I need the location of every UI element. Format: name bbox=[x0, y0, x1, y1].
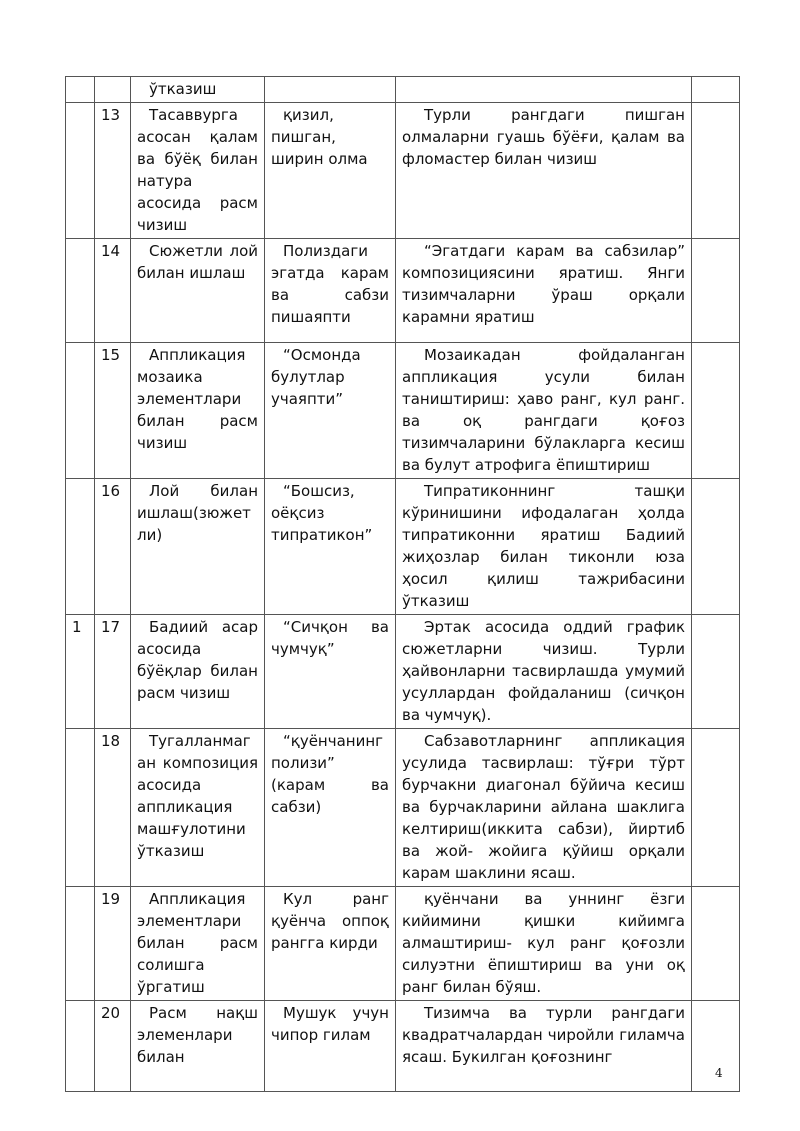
cell-number: 18 bbox=[95, 729, 131, 887]
cell-material: Мушук учун чипор гилам bbox=[265, 1001, 396, 1092]
cell-index: 1 bbox=[66, 615, 95, 729]
cell-description: Тизимча ва турли рангдаги квадратчалардан чиройли гиламча ясаш. Букилган қоғознинг bbox=[396, 1001, 692, 1092]
cell-description: қуёнчани ва уннинг ёзги кийимини қишки кийимга алмаштириш- кул ранг қоғозли силуэтни ёпиштириш ва уни оқ ранг билан бўяш. bbox=[396, 887, 692, 1001]
cell-material: Кул ранг қуёнча оппоқ рангга кирди bbox=[265, 887, 396, 1001]
cell-description: “Эгатдаги карам ва сабзилар” композициясини яратиш. Янги тизимчаларни ўраш орқали карамни яратиш bbox=[396, 239, 692, 343]
cell-index bbox=[66, 103, 95, 239]
cell-material: “Бошсиз, оёқсиз типратикон” bbox=[265, 479, 396, 615]
cell-topic: Расм нақш элеменлари билан bbox=[131, 1001, 265, 1092]
cell-topic: Бадиий асар асосида бўёқлар билан расм чизиш bbox=[131, 615, 265, 729]
cell-extra bbox=[692, 887, 740, 1001]
cell-topic: Тасаввурга асосан қалам ва бўёқ билан натура асосида расм чизиш bbox=[131, 103, 265, 239]
cell-index bbox=[66, 729, 95, 887]
table-row bbox=[66, 103, 740, 239]
cell-material: “қуёнчанинг полизи” (карам ва сабзи) bbox=[265, 729, 396, 887]
cell-extra bbox=[692, 615, 740, 729]
cell-extra bbox=[692, 343, 740, 479]
cell-material bbox=[265, 77, 396, 103]
cell-material: қизил, пишган, ширин олма bbox=[265, 103, 396, 239]
cell-number: 16 bbox=[95, 479, 131, 615]
cell-extra bbox=[692, 729, 740, 887]
cell-description: Мозаикадан фойдаланган аппликация усули билан таништириш: ҳаво ранг, кул ранг. ва оқ рангдаги қоғоз тизимчаларини бўлакларга кесиш ва булут атрофига ёпиштириш bbox=[396, 343, 692, 479]
cell-topic: Аппликация элементлари билан расм солишга ўргатиш bbox=[131, 887, 265, 1001]
cell-number bbox=[95, 77, 131, 103]
cell-number: 14 bbox=[95, 239, 131, 343]
cell-description bbox=[396, 77, 692, 103]
cell-description: Типратиконнинг ташқи кўринишини ифодалаган ҳолда типратиконни яратиш Бадиий жиҳозлар билан тиконли юза ҳосил қилиш тажрибасини ўтказиш bbox=[396, 479, 692, 615]
cell-description: Сабзавотларнинг аппликация усулида тасвирлаш: тўғри тўрт бурчакни диагонал бўйича кесиш ва бурчакларини айлана шаклига келтириш(иккита сабзи), йиртиб ва жой- жойига қўйиш орқали карам шаклини ясаш. bbox=[396, 729, 692, 887]
table-row bbox=[66, 887, 740, 1001]
cell-index bbox=[66, 343, 95, 479]
table-row bbox=[66, 729, 740, 887]
cell-index bbox=[66, 887, 95, 1001]
cell-description: Эртак асосида оддий график сюжетларни чизиш. Турли ҳайвонларни тасвирлашда умумий усуллардан фойдаланиш (сичқон ва чумчуқ). bbox=[396, 615, 692, 729]
cell-number: 15 bbox=[95, 343, 131, 479]
cell-extra bbox=[692, 77, 740, 103]
page-number: 4 bbox=[715, 1066, 723, 1080]
table-row bbox=[66, 343, 740, 479]
cell-index bbox=[66, 77, 95, 103]
cell-description: Турли рангдаги пишган олмаларни гуашь бўёғи, қалам ва фломастер билан чизиш bbox=[396, 103, 692, 239]
table-row bbox=[66, 77, 740, 103]
cell-topic: ўтказиш bbox=[131, 77, 265, 103]
cell-extra bbox=[692, 239, 740, 343]
cell-topic: Лой билан ишлаш(зюжет ли) bbox=[131, 479, 265, 615]
cell-index bbox=[66, 239, 95, 343]
cell-index bbox=[66, 479, 95, 615]
cell-number: 20 bbox=[95, 1001, 131, 1092]
table-row bbox=[66, 239, 740, 343]
cell-extra bbox=[692, 103, 740, 239]
table-row bbox=[66, 615, 740, 729]
lesson-plan-table bbox=[65, 76, 740, 1092]
cell-number: 13 bbox=[95, 103, 131, 239]
cell-number: 17 bbox=[95, 615, 131, 729]
cell-extra bbox=[692, 479, 740, 615]
cell-topic: Аппликация мозаика элементлари билан расм чизиш bbox=[131, 343, 265, 479]
cell-topic: Тугалланмаган композиция асосида аппликация машғулотини ўтказиш bbox=[131, 729, 265, 887]
cell-material: “Осмонда булутлар учаяпти” bbox=[265, 343, 396, 479]
cell-number: 19 bbox=[95, 887, 131, 1001]
table-row bbox=[66, 1001, 740, 1092]
table-row bbox=[66, 479, 740, 615]
cell-topic: Сюжетли лой билан ишлаш bbox=[131, 239, 265, 343]
cell-material: “Сичқон ва чумчуқ” bbox=[265, 615, 396, 729]
table-body bbox=[66, 77, 740, 1092]
cell-index bbox=[66, 1001, 95, 1092]
cell-material: Полиздаги эгатда карам ва сабзи пишаяпти bbox=[265, 239, 396, 343]
